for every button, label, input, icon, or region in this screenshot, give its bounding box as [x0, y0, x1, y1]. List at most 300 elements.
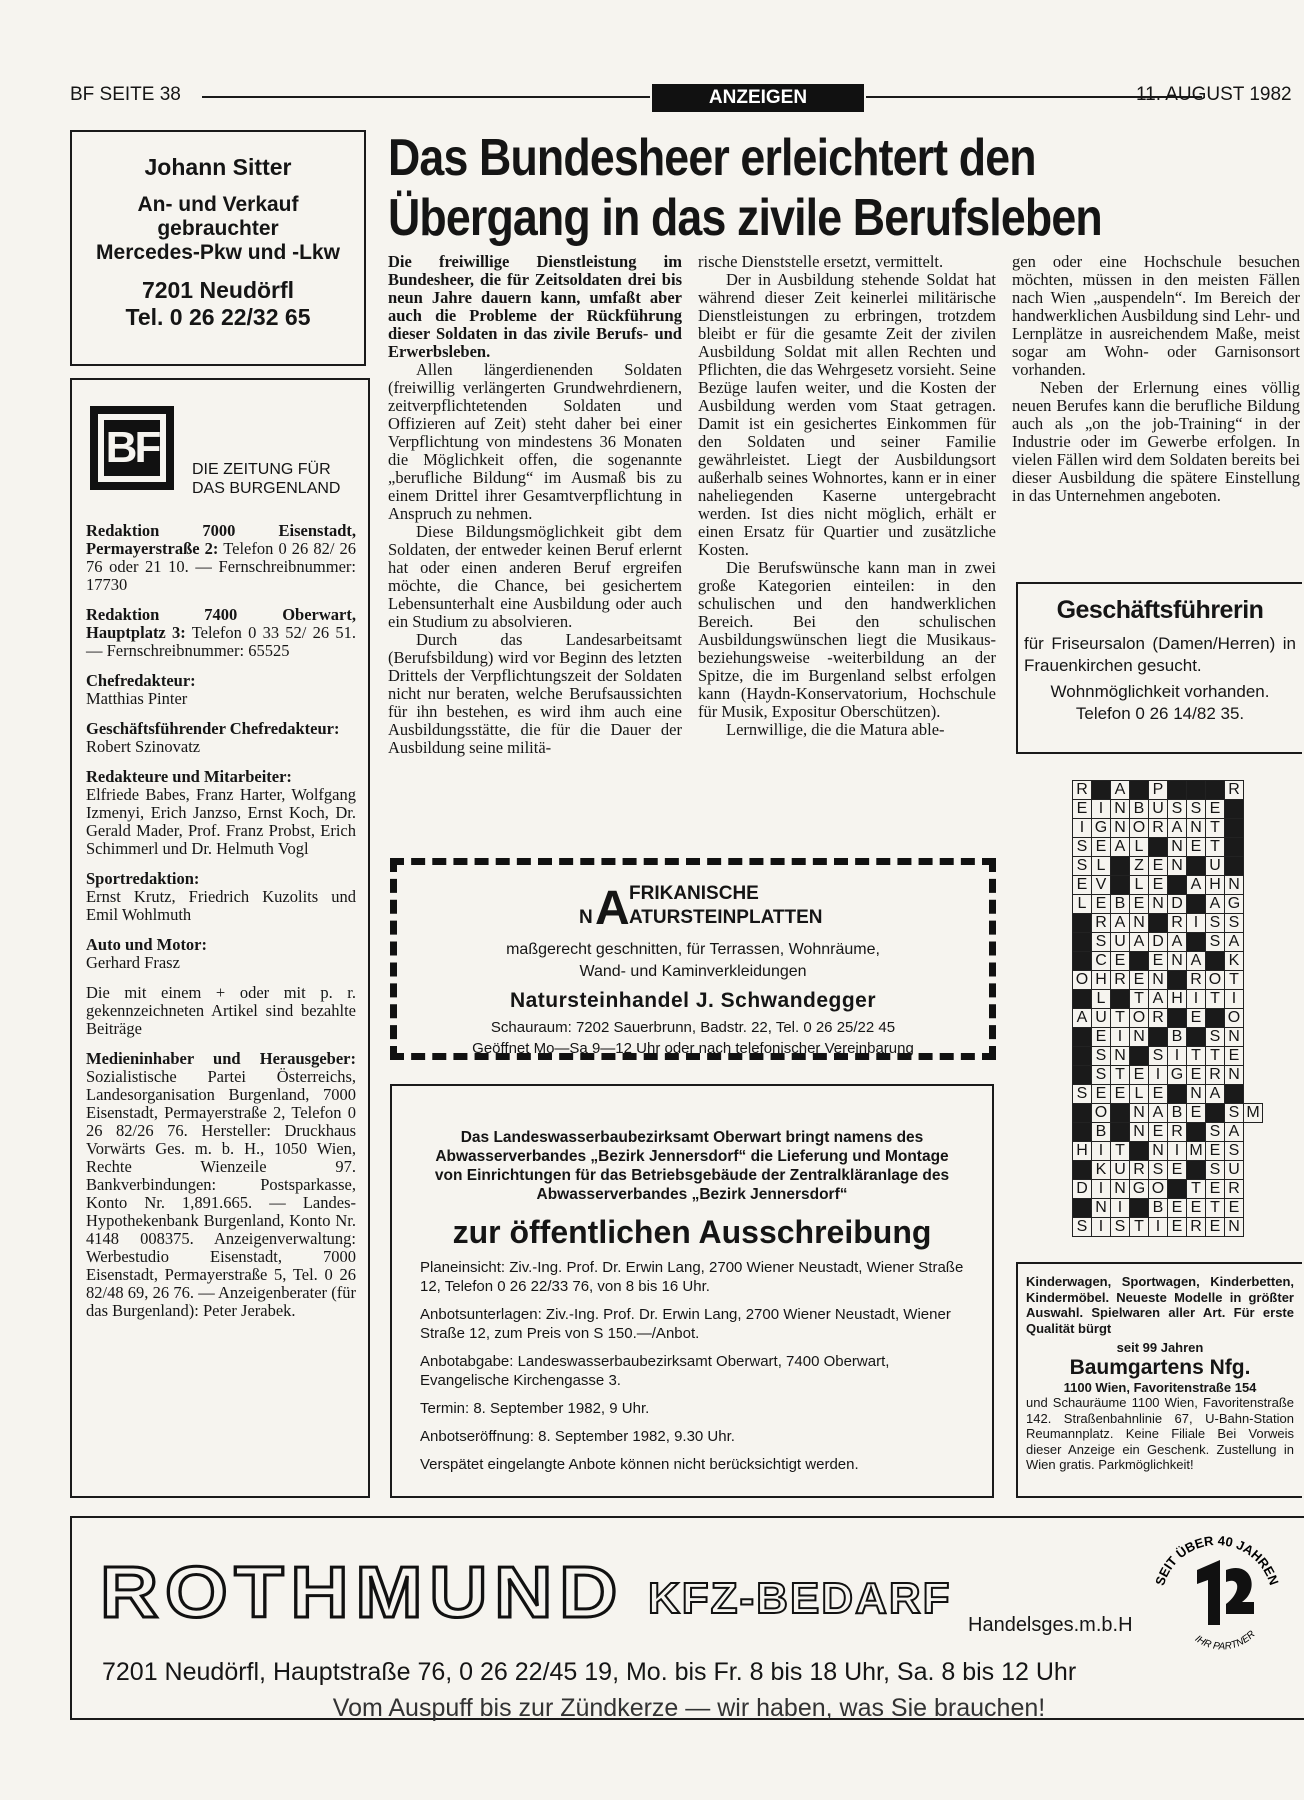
crossword-cell: N: [1149, 895, 1168, 914]
crossword-cell: I: [1092, 1218, 1111, 1237]
stone-address: Schauraum: 7202 Sauerbrunn, Badstr. 22, Tel. 0 26 25/22 45: [490, 1019, 896, 1036]
rothmund-sub: KFZ-BEDARF: [648, 1574, 952, 1623]
crossword-cell: D: [1168, 895, 1187, 914]
crossword-cell: I: [1073, 819, 1092, 838]
stone-hours: Geöffnet Mo—Sa 9—12 Uhr oder nach telefonischer Vereinbarung: [472, 1040, 914, 1057]
crossword-cell: S: [1168, 800, 1187, 819]
crossword-cell: N: [1168, 838, 1187, 857]
crossword-cell: D: [1073, 1180, 1092, 1199]
crossword-black-cell: [1073, 1066, 1092, 1085]
crossword-cell: N: [1149, 1142, 1168, 1161]
crossword-cell: S: [1073, 1218, 1092, 1237]
crossword-cell: T: [1206, 1199, 1225, 1218]
stone-line2: Wand- und Kaminverkleidungen: [579, 963, 807, 980]
crossword-row: [1073, 1047, 1263, 1066]
ad-sitter: [70, 130, 366, 366]
imprint-para: Redaktion 7000 Eisenstadt, Permayerstraße 2: Telefon 0 26 82/ 26 76 oder 21 10. — Fernschreibnummer: 17730: [86, 521, 356, 594]
crossword-cell: O: [1149, 1180, 1168, 1199]
crossword-cell: T: [1111, 1009, 1130, 1028]
crossword-cell: N: [1225, 1218, 1244, 1237]
crossword-black-cell: [1168, 1085, 1187, 1104]
crossword-cell: N: [1187, 819, 1206, 838]
tender-headline: zur öffentlichen Ausschreibung: [452, 1214, 932, 1250]
crossword-cell: E: [1092, 1085, 1111, 1104]
crossword-black-cell: [1187, 1028, 1206, 1047]
article-col-2: rische Dienststelle ersetzt, vermittelt. Der in Ausbildung stehende Soldat hat während dieser Zeit keinerlei militärische Dienstleistungen zu erbringen, trotzdem bleibt er für die gesamte Zeit der zivilen Ausbildung Soldat mit allen Rechten und Pflichten, die das Wehrgesetz vorsieht. Seine Bezüge laufen weiter, und die Kosten der Ausbildung werden vom Staat getragen. Damit ist ein gesichertes Einkommen für den Soldaten und seiner Familie gewährleistet. Liegt der Ausbildungsort außerhalb seines Wohnortes, kann er in einer naheliegenden Kaserne untergebracht werden. Ist dies nicht möglich, erhält er einen Ersatz für Quartier und zusätzliche Kosten. Die Berufswünsche kann man in zwei große Kategorien einteilen: in den schulischen und den handwerklichen Bereich. Bei den schulischen Ausbildungswünschen liegt die Musikaus- beziehungsweise -weiterbildung an der Spitze, die im Burgenland selbst erfolgen kann (Haydn-Konservatorium, Hochschule für Musik, Expositur Oberschützen). Lernwillige, die die Matura able-: [698, 252, 996, 739]
crossword-black-cell: [1130, 1142, 1149, 1161]
imprint-para: Die mit einem + oder mit p. r. gekennzeichneten Artikel sind bezahlte Beiträge: [86, 983, 356, 1038]
crossword-cell: E: [1225, 1199, 1244, 1218]
crossword-cell: I: [1168, 1047, 1187, 1066]
crossword-cell: E: [1111, 952, 1130, 971]
crossword-cell: E: [1206, 1180, 1225, 1199]
crossword-row: [1073, 971, 1263, 990]
crossword-cell: E: [1187, 1009, 1206, 1028]
crossword-row: [1073, 1066, 1263, 1085]
crossword-row: [1073, 990, 1263, 1009]
job-line3: Telefon 0 26 14/82 35.: [1075, 704, 1245, 723]
section-label: ANZEIGEN: [652, 84, 864, 112]
crossword-black-cell: [1225, 838, 1244, 857]
imprint-para: Sportredaktion: Ernst Krutz, Friedrich Kuzolits und Emil Wohlmuth: [86, 869, 356, 924]
crossword-black-cell: [1073, 1028, 1092, 1047]
crossword-black-cell: [1073, 990, 1092, 1009]
crossword-solution: [1072, 780, 1263, 1237]
crossword-cell: E: [1206, 1142, 1225, 1161]
stone-title-line1: FRIKANISCHE: [629, 883, 759, 904]
crossword-cell: L: [1092, 857, 1111, 876]
crossword-cell: R: [1149, 819, 1168, 838]
crossword-cell: I: [1187, 990, 1206, 1009]
crossword-cell: E: [1187, 1066, 1206, 1085]
crossword-cell: K: [1225, 952, 1244, 971]
crossword-cell: I: [1225, 990, 1244, 1009]
crossword-cell: E: [1187, 1199, 1206, 1218]
crossword-cell: S: [1225, 1104, 1244, 1123]
crossword-cell: E: [1092, 895, 1111, 914]
crossword-black-cell: [1130, 952, 1149, 971]
crossword-black-cell: [1149, 838, 1168, 857]
crossword-black-cell: [1168, 1009, 1187, 1028]
crossword-black-cell: [1111, 1123, 1130, 1142]
crossword-cell: A: [1225, 1123, 1244, 1142]
crossword-row: [1073, 1104, 1263, 1123]
crossword-cell: I: [1149, 1218, 1168, 1237]
crossword-cell: A: [1073, 1009, 1092, 1028]
crossword-cell: T: [1130, 1218, 1149, 1237]
crossword-black-cell: [1130, 1199, 1149, 1218]
crossword-cell: N: [1225, 1066, 1244, 1085]
crossword-cell: A: [1206, 1085, 1225, 1104]
sitter-line3: Mercedes-Pkw und -Lkw: [96, 241, 340, 264]
article-headline: Das Bundesheer erleichtert den Übergang in das zivile Berufsleben: [388, 129, 1102, 247]
crossword-cell: T: [1187, 1047, 1206, 1066]
rothmund-brand: ROTHMUND: [100, 1553, 625, 1633]
crossword-cell: Z: [1130, 857, 1149, 876]
crossword-cell: U: [1092, 1009, 1111, 1028]
crossword-cell: R: [1225, 1180, 1244, 1199]
crossword-cell: T: [1225, 971, 1244, 990]
crossword-cell: U: [1149, 800, 1168, 819]
crossword-cell: E: [1149, 876, 1168, 895]
crossword-row: [1073, 819, 1263, 838]
crossword-row: [1073, 1028, 1263, 1047]
ad-rothmund: [70, 1516, 1304, 1720]
tender-items: Planeinsicht: Ziv.-Ing. Prof. Dr. Erwin Lang, 2700 Wiener Neustadt, Wiener Straße 12, Telefon 0 26 22/33 76, von 8 bis 16 Uhr. Anbotsunterlagen: Ziv.-Ing. Prof. Dr. Erwin Lang, 2700 Wiener Neustadt, Wiener Straße 12, zum Preis von S 150.—/Anbot. Anbotabgabe: Landeswasserbaubezirksamt Oberwart, 7400 Oberwart, Evangelische Kirchengasse 3. Termin: 8. September 1982, 9 Uhr. Anbotseröffnung: 8. September 1982, 9.30 Uhr. Verspätet eingelangte Anbote können nicht berücksichtigt werden.: [420, 1259, 964, 1473]
crossword-row: [1073, 857, 1263, 876]
crossword-cell: G: [1130, 1180, 1149, 1199]
crossword-black-cell: [1111, 876, 1130, 895]
imprint-para: Chefredakteur: Matthias Pinter: [86, 671, 196, 708]
crossword-cell: O: [1225, 1009, 1244, 1028]
crossword-cell: S: [1073, 857, 1092, 876]
crossword-cell: I: [1187, 914, 1206, 933]
crossword-cell: R: [1111, 971, 1130, 990]
crossword-cell: S: [1092, 1047, 1111, 1066]
crossword-black-cell: [1206, 1104, 1225, 1123]
crossword-cell: I: [1092, 800, 1111, 819]
crossword-cell: E: [1206, 1218, 1225, 1237]
crossword-row: [1073, 838, 1263, 857]
crossword-cell: E: [1168, 1199, 1187, 1218]
imprint-para: Medieninhaber und Herausgeber: Sozialistische Partei Österreichs, Landesorganisation Burgenland, 7000 Eisenstadt, Permayerstraße 2, Telefon 0 26 82/26 76. Hersteller: Druckhaus Vorwärts Ges. m. b. H., 1050 Wien, Rechte Wienzeile 97. Bankverbindungen: Postsparkasse, Konto Nr. 1,891.665. — Landes-Hypothekenbank Burgenland, Konto Nr. 4148 008375. Anzeigenverwaltung: Werbestudio Eisenstadt, 7000 Eisenstadt, Permayerstraße 5, Tel. 0 26 82/48 69, 26 76. — Anzeigenberater (für das Burgenland): Peter Jerabek.: [86, 1049, 356, 1320]
crossword-cell: G: [1168, 1066, 1187, 1085]
article-col-3: gen oder eine Hochschule besuchen möchten, müssen in den meisten Fällen nach Wien „auspendeln“. Im Bereich der handwerklichen Ausbildung sind Lehr- und Lernplätze in ausreichendem Maße, meist sogar am Wohn- oder Garnisonsort vorhanden. Neben der Erlernung eines völlig neuen Berufes kann die berufliche Bildung auch als „on the job-Training“ in der Industrie oder im Gewerbe erfolgen. In vielen Fällen wird dem Soldaten bereits bei dieser Ausbildung die spätere Einstellung in das Unternehmen angeboten.: [1012, 252, 1300, 505]
crossword-black-cell: [1111, 1104, 1130, 1123]
crossword-cell: N: [1187, 1085, 1206, 1104]
crossword-row: [1073, 895, 1263, 914]
bf-logo: [90, 406, 174, 490]
crossword-row: [1073, 876, 1263, 895]
crossword-cell: I: [1168, 1142, 1187, 1161]
crossword-row: [1073, 1085, 1263, 1104]
crossword-cell: L: [1092, 990, 1111, 1009]
crossword-cell: T: [1206, 819, 1225, 838]
crossword-black-cell: [1187, 857, 1206, 876]
crossword-cell: U: [1206, 857, 1225, 876]
crossword-cell: A: [1187, 876, 1206, 895]
crossword-cell: S: [1206, 914, 1225, 933]
crossword-cell: N: [1149, 971, 1168, 990]
crossword-cell: S: [1225, 914, 1244, 933]
crossword-cell: B: [1149, 1199, 1168, 1218]
crossword-cell: P: [1149, 781, 1168, 800]
crossword-cell: H: [1168, 990, 1187, 1009]
sitter-line2: gebrauchter: [157, 217, 279, 240]
crossword-cell: H: [1092, 971, 1111, 990]
crossword-cell: N: [1225, 876, 1244, 895]
crossword-cell: E: [1187, 1104, 1206, 1123]
job-line2: Wohnmöglichkeit vorhanden.: [1050, 682, 1270, 701]
crossword-cell: T: [1206, 1047, 1225, 1066]
crossword-cell: S: [1206, 1161, 1225, 1180]
crossword-black-cell: [1225, 800, 1244, 819]
stone-line1: maßgerecht geschnitten, für Terrassen, Wohnräume,: [506, 941, 880, 958]
crossword-cell: B: [1168, 1028, 1187, 1047]
crossword-row: [1073, 1218, 1263, 1237]
crossword-cell: T: [1130, 990, 1149, 1009]
prams-address1: 1100 Wien, Favoritenstraße 154: [1063, 1379, 1257, 1395]
crossword-cell: T: [1111, 1142, 1130, 1161]
partner-badge-icon: [1142, 1530, 1292, 1650]
crossword-black-cell: [1111, 857, 1130, 876]
crossword-cell: S: [1225, 1142, 1244, 1161]
crossword-row: [1073, 1142, 1263, 1161]
crossword-cell: R: [1206, 1066, 1225, 1085]
prams-name: Baumgartens Nfg.: [1069, 1355, 1251, 1379]
crossword-black-cell: [1168, 1180, 1187, 1199]
crossword-cell: B: [1130, 800, 1149, 819]
crossword-cell: R: [1168, 1123, 1187, 1142]
crossword-cell: E: [1130, 971, 1149, 990]
crossword-cell: O: [1073, 971, 1092, 990]
crossword-cell: O: [1130, 1009, 1149, 1028]
crossword-cell: S: [1149, 1047, 1168, 1066]
crossword-black-cell: [1073, 1047, 1092, 1066]
crossword-cell: T: [1187, 1180, 1206, 1199]
crossword-cell: N: [1130, 1123, 1149, 1142]
crossword-cell: E: [1149, 1123, 1168, 1142]
crossword-cell: E: [1187, 838, 1206, 857]
crossword-cell: U: [1111, 1161, 1130, 1180]
crossword-cell: R: [1092, 914, 1111, 933]
rothmund-slogan: Vom Auspuff bis zur Zündkerze — wir haben, was Sie brauchen!: [332, 1694, 1046, 1722]
crossword-cell: E: [1168, 1218, 1187, 1237]
stone-big-letter: A: [595, 882, 630, 935]
crossword-black-cell: [1168, 971, 1187, 990]
crossword-cell: O: [1206, 971, 1225, 990]
crossword-cell: S: [1092, 933, 1111, 952]
crossword-cell: S: [1073, 1085, 1092, 1104]
crossword-black-cell: [1073, 1104, 1092, 1123]
crossword-black-cell: [1225, 819, 1244, 838]
crossword-cell: N: [1111, 819, 1130, 838]
job-line1: für Friseursalon (Damen/Herren) in Frauenkirchen gesucht.: [1024, 634, 1296, 675]
crossword-cell: N: [1225, 1028, 1244, 1047]
crossword-black-cell: [1073, 914, 1092, 933]
crossword-cell: E: [1149, 1085, 1168, 1104]
crossword-black-cell: [1149, 1028, 1168, 1047]
crossword-cell: R: [1130, 1161, 1149, 1180]
crossword-cell: M: [1187, 1142, 1206, 1161]
crossword-row: [1073, 1161, 1263, 1180]
crossword-cell: S: [1206, 1028, 1225, 1047]
crossword-black-cell: [1168, 781, 1187, 800]
crossword-cell: C: [1092, 952, 1111, 971]
crossword-cell: A: [1111, 914, 1130, 933]
crossword-cell: A: [1187, 952, 1206, 971]
crossword-cell: S: [1187, 800, 1206, 819]
crossword-black-cell: [1092, 781, 1111, 800]
crossword-cell: A: [1111, 838, 1130, 857]
crossword-cell: R: [1225, 781, 1244, 800]
crossword-row: [1073, 1123, 1263, 1142]
crossword-black-cell: [1187, 895, 1206, 914]
crossword-black-cell: [1187, 1161, 1206, 1180]
imprint-para: Redaktion 7400 Oberwart, Hauptplatz 3: Telefon 0 33 52/ 26 51. — Fernschreibnummer: 65525: [86, 605, 356, 660]
crossword-cell: L: [1130, 876, 1149, 895]
crossword-cell: D: [1149, 933, 1168, 952]
tender-intro: Das Landeswasserbaubezirksamt Oberwart bringt namens des Abwasserverbandes „Bezirk Jennersdorf“ die Lieferung und Montage von Einrichtungen für das Betriebsgebäude der Zentralkläranlage des Abwasserverbandes „Bezirk Jennersdorf“: [434, 1129, 950, 1203]
issue-date: 11. AUGUST 1982: [1136, 84, 1292, 105]
page-number: BF SEITE 38: [70, 84, 181, 105]
crossword-cell: N: [1111, 1180, 1130, 1199]
sitter-line1: An- und Verkauf: [137, 193, 299, 216]
imprint-box: [70, 378, 370, 1498]
partner-badge: [1142, 1530, 1292, 1650]
imprint-para: Auto und Motor: Gerhard Frasz: [86, 935, 208, 972]
crossword-row: [1073, 952, 1263, 971]
crossword-cell: T: [1206, 838, 1225, 857]
stone-company: Natursteinhandel J. Schwandegger: [509, 989, 877, 1012]
crossword-cell: N: [1130, 914, 1149, 933]
crossword-grid: [1072, 780, 1263, 1237]
crossword-cell: E: [1130, 895, 1149, 914]
crossword-row: [1073, 1009, 1263, 1028]
crossword-cell: I: [1111, 1199, 1130, 1218]
prams-text: Kinderwagen, Sportwagen, Kinderbetten, Kindermöbel. Neueste Modelle in größter Auswahl. Spielwaren aller Art. Für erste Qualität bürgt: [1026, 1274, 1294, 1336]
crossword-cell: S: [1149, 1161, 1168, 1180]
crossword-cell: S: [1111, 1218, 1130, 1237]
sitter-name: Johann Sitter: [144, 154, 292, 180]
crossword-cell: E: [1073, 876, 1092, 895]
crossword-cell: S: [1206, 1123, 1225, 1142]
crossword-black-cell: [1149, 914, 1168, 933]
crossword-cell: H: [1073, 1142, 1092, 1161]
crossword-black-cell: [1187, 1123, 1206, 1142]
page-header: [70, 84, 1304, 114]
crossword-black-cell: [1073, 952, 1092, 971]
crossword-black-cell: [1073, 1199, 1092, 1218]
sitter-city: 7201 Neudörfl: [141, 277, 295, 303]
crossword-cell: K: [1092, 1161, 1111, 1180]
crossword-cell: R: [1168, 914, 1187, 933]
crossword-cell: G: [1225, 895, 1244, 914]
crossword-cell: B: [1092, 1123, 1111, 1142]
crossword-cell: A: [1206, 895, 1225, 914]
ad-natursteinplatten: [390, 858, 996, 1060]
crossword-cell: S: [1206, 933, 1225, 952]
crossword-cell: N: [1130, 1104, 1149, 1123]
crossword-cell: E: [1206, 800, 1225, 819]
crossword-black-cell: [1206, 781, 1225, 800]
crossword-cell: A: [1149, 990, 1168, 1009]
crossword-row: [1073, 800, 1263, 819]
crossword-cell: T: [1206, 990, 1225, 1009]
crossword-black-cell: [1225, 857, 1244, 876]
crossword-cell: E: [1149, 857, 1168, 876]
crossword-cell: I: [1092, 1180, 1111, 1199]
stone-title-line2: ATURSTEINPLATTEN: [629, 907, 823, 928]
crossword-cell: B: [1168, 1104, 1187, 1123]
crossword-row: [1073, 914, 1263, 933]
sitter-tel: Tel. 0 26 22/32 65: [125, 304, 311, 330]
imprint-para: Redakteure und Mitarbeiter: Elfriede Babes, Franz Harter, Wolfgang Izmenyi, Erich Janzso, Ernst Koch, Dr. Gerald Mader, Prof. Franz Probst, Erich Schimmerl und Dr. Helmuth Vogl: [86, 767, 356, 858]
crossword-cell: A: [1149, 1104, 1168, 1123]
crossword-cell: O: [1092, 1104, 1111, 1123]
ad-geschaeftsfuehrerin: [1016, 582, 1302, 754]
crossword-black-cell: [1130, 1047, 1149, 1066]
crossword-black-cell: [1111, 990, 1130, 1009]
ad-ausschreibung: [390, 1084, 994, 1498]
rothmund-legal: Handelsges.m.b.H: [968, 1614, 1133, 1636]
crossword-cell: I: [1149, 1066, 1168, 1085]
crossword-cell: I: [1092, 1142, 1111, 1161]
crossword-cell: A: [1168, 819, 1187, 838]
ad-baumgartens: [1016, 1262, 1302, 1498]
badge-bottom-text: IHR PARTNER: [1192, 1628, 1258, 1650]
header-rule-left: [202, 96, 650, 98]
svg-text:IHR PARTNER: [1193, 1629, 1258, 1650]
crossword-cell: H: [1206, 876, 1225, 895]
job-title: Geschäftsführerin: [1056, 596, 1264, 624]
crossword-cell: U: [1225, 1161, 1244, 1180]
crossword-cell: L: [1130, 838, 1149, 857]
crossword-cell: E: [1130, 1066, 1149, 1085]
crossword-cell: G: [1092, 819, 1111, 838]
crossword-black-cell: [1073, 1123, 1092, 1142]
crossword-black-cell: [1187, 933, 1206, 952]
crossword-black-cell: [1073, 1161, 1092, 1180]
crossword-cell: A: [1168, 933, 1187, 952]
prams-address2: und Schauräume 1100 Wien, Favoritenstraße 142. Straßenbahnlinie 67, U-Bahn-Station Reumannplatz. Keine Filiale Bei Vorweis dieser Anzeige ein Geschenk. Zustellung in Wien gratis. Parkmöglichkeit!: [1026, 1395, 1294, 1472]
bf-logo-text: BF: [105, 423, 159, 472]
stone-small-n: N: [579, 907, 593, 928]
crossword-cell: E: [1092, 838, 1111, 857]
crossword-black-cell: [1206, 1009, 1225, 1028]
imprint-text: [86, 522, 356, 1332]
crossword-black-cell: [1187, 781, 1206, 800]
crossword-row: [1073, 781, 1263, 800]
imprint-tagline: DIE ZEITUNG FÜR DAS BURGENLAND: [192, 461, 341, 497]
crossword-cell: N: [1111, 800, 1130, 819]
crossword-cell: T: [1111, 1066, 1130, 1085]
badge-top-text: SEIT ÜBER 40 JAHREN: [1152, 1532, 1282, 1588]
crossword-cell: B: [1111, 895, 1130, 914]
crossword-cell: U: [1111, 933, 1130, 952]
crossword-cell: E: [1225, 1047, 1244, 1066]
crossword-cell: O: [1130, 819, 1149, 838]
crossword-cell: E: [1111, 1085, 1130, 1104]
crossword-cell: A: [1225, 933, 1244, 952]
crossword-cell: E: [1092, 1028, 1111, 1047]
crossword-cell: E: [1073, 800, 1092, 819]
crossword-cell: N: [1111, 1047, 1130, 1066]
crossword-cell: A: [1111, 781, 1130, 800]
crossword-cell: E: [1149, 952, 1168, 971]
crossword-black-cell: [1225, 1085, 1244, 1104]
crossword-cell: S: [1092, 1066, 1111, 1085]
rothmund-address: 7201 Neudörfl, Hauptstraße 76, 0 26 22/45 19, Mo. bis Fr. 8 bis 18 Uhr, Sa. 8 bis 12 Uhr: [102, 1658, 1077, 1686]
crossword-row: [1073, 1199, 1263, 1218]
stone-title: [397, 883, 989, 939]
crossword-cell: R: [1187, 1218, 1206, 1237]
crossword-cell: M: [1244, 1104, 1263, 1123]
crossword-cell: N: [1168, 857, 1187, 876]
crossword-row: [1073, 1180, 1263, 1199]
prams-since: seit 99 Jahren: [1116, 1340, 1204, 1355]
crossword-cell: L: [1073, 895, 1092, 914]
crossword-black-cell: [1206, 952, 1225, 971]
crossword-cell: A: [1130, 933, 1149, 952]
imprint-para: Geschäftsführender Chefredakteur: Robert Szinovatz: [86, 719, 340, 756]
crossword-cell: L: [1130, 1085, 1149, 1104]
crossword-black-cell: [1130, 781, 1149, 800]
crossword-cell: E: [1168, 1161, 1187, 1180]
crossword-cell: R: [1187, 971, 1206, 990]
crossword-cell: R: [1149, 1009, 1168, 1028]
crossword-cell: N: [1168, 952, 1187, 971]
